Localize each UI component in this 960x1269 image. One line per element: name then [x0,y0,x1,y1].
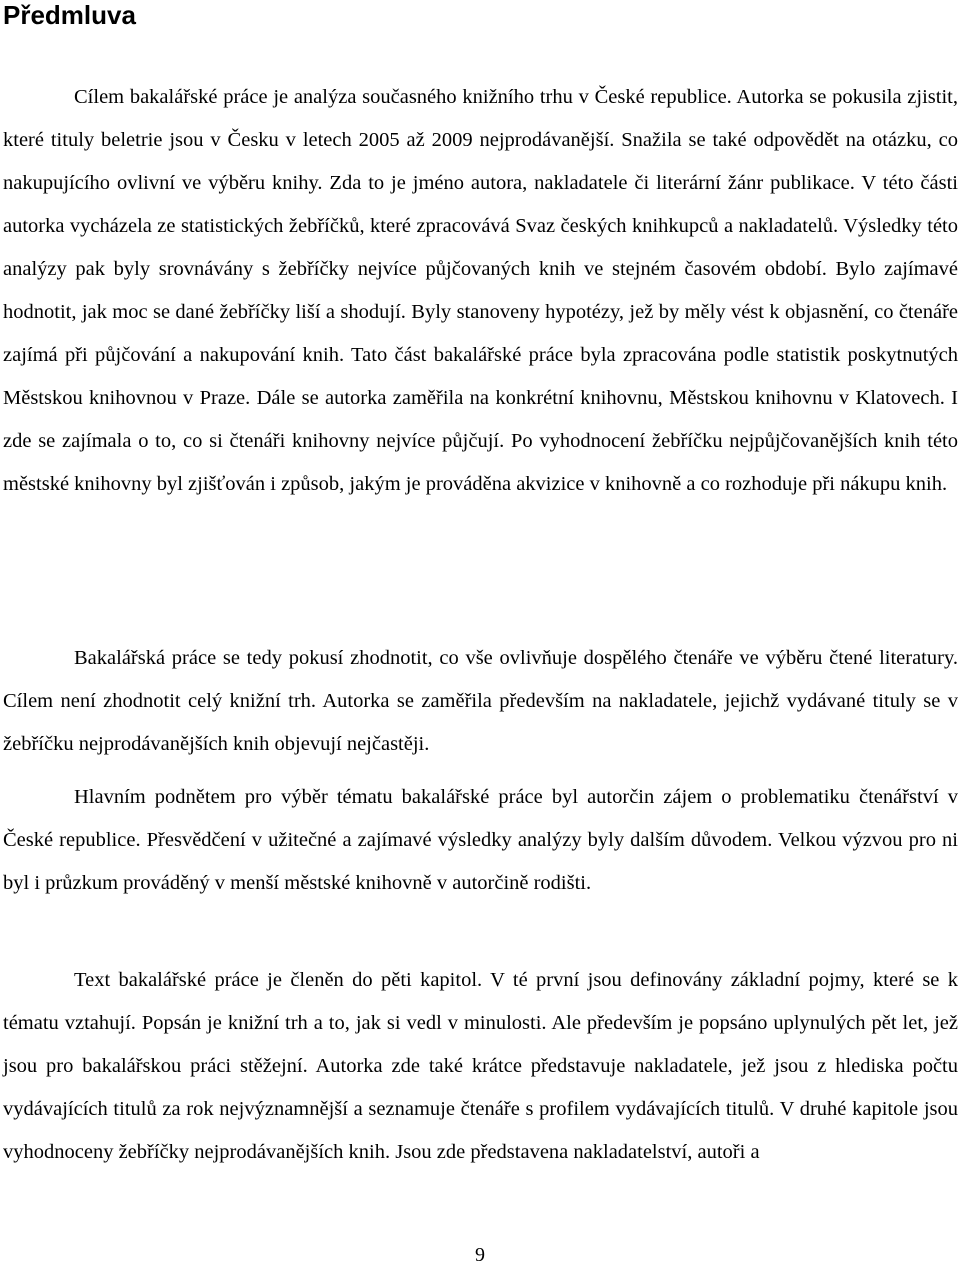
paragraph-4-container [3,959,958,1174]
paragraph-3: Hlavním podnětem pro výběr tématu bakalářské práce byl autorčin zájem o problematiku čtenářství v České republice. Přesvědčení v užitečné a zajímavé výsledky analýzy byly dalším důvodem. Velkou výzvou pro ni byl i průzkum prováděný v menší městské knihovně v autorčině rodišti. [3,786,958,894]
paragraph-1: Cílem bakalářské práce je analýza současného knižního trhu v České republice. Autorka se pokusila zjistit, které tituly beletrie jsou v Česku v letech 2005 až 2009 nejprodávanější. Snažila se také odpovědět na otázku, co nakupujícího ovlivní ve výběru knihy. Zda to je jméno autora, nakladatele či literární žánr publikace. V této části autorka vycházela ze statistických žebříčků, které zpracovává Svaz českých knihkupců a nakladatelů. Výsledky této analýzy pak byly srovnávány s žebříčky nejvíce půjčovaných knih ve stejném časovém období. Bylo zajímavé hodnotit, jak moc se dané žebříčky liší a shodují. Byly stanoveny hypotézy, jež by měly vést k objasnění, co čtenáře zajímá při půjčování a nakupování knih. Tato část bakalářské práce byla zpracována podle statistik poskytnutých Městskou knihovnou v Praze. Dále se autorka zaměřila na konkrétní knihovnu, Městskou knihovnu v Klatovech. I zde se zajímala o to, co si čtenáři knihovny nejvíce půjčují. Po vyhodnocení žebříčku nejpůjčovanějších knih této městské knihovny byl zjišťován i způsob, jakým je prováděna akvizice v knihovně a co rozhoduje při nákupu knih. [3,86,958,495]
paragraph-4: Text bakalářské práce je členěn do pěti kapitol. V té první jsou definovány základní pojmy, které se k tématu vztahují. Popsán je knižní trh a to, jak si vedl v minulosti. Ale především je popsáno uplynulých pět let, jež jsou pro bakalářskou práci stěžejní. Autorka zde také krátce představuje nakladatele, jež jsou z hlediska počtu vydávajících titulů za rok nejvýznamnější a seznamuje čtenáře s profilem vydávajících titulů. V druhé kapitole jsou vyhodnoceny žebříčky nejprodávanějších knih. Jsou zde představena nakladatelství, autoři a [3,969,958,1163]
page-heading: Předmluva [3,0,136,30]
paragraph-1-container [3,76,958,506]
page-number: 9 [475,1244,485,1266]
paragraph-2-container [3,637,958,766]
paragraph-2: Bakalářská práce se tedy pokusí zhodnotit, co vše ovlivňuje dospělého čtenáře ve výběru čtené literatury. Cílem není zhodnotit celý knižní trh. Autorka se zaměřila především na nakladatele, jejichž vydávané tituly se v žebříčku nejprodávanějších knih objevují nejčastěji. [3,647,958,755]
paragraph-3-container [3,776,958,905]
